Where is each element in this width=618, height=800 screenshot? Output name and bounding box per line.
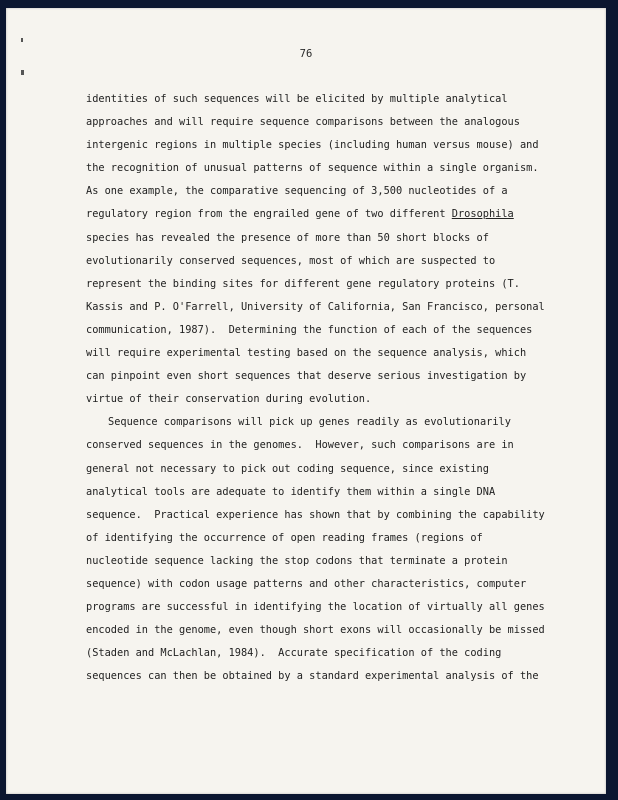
text-line: can pinpoint even short sequences that deserve serious investigation by [86, 370, 527, 383]
text-line [86, 203, 586, 226]
margin-mark [21, 38, 23, 42]
text-line: encoded in the genome, even though short exons will occasionally be missed [86, 624, 545, 637]
text-line: Kassis and P. O'Farrell, University of California, San Francisco, personal [86, 300, 545, 313]
text-line: the recognition of unusual patterns of sequence within a single organism. [86, 162, 539, 175]
text-line: communication, 1987). Determining the function of each of the sequences [86, 323, 533, 336]
text-line: analytical tools are adequate to identify them within a single DNA [86, 485, 496, 498]
text-line: identities of such sequences will be elicited by multiple analytical [86, 93, 508, 105]
text-line: species has revealed the presence of more than 50 short blocks of [86, 231, 489, 244]
page-number: 76 [299, 48, 313, 60]
text-line: intergenic regions in multiple species (including human versus mouse) and [86, 139, 539, 152]
text-line: sequences can then be obtained by a standard experimental analysis of the [86, 670, 539, 683]
text-line: virtue of their conservation during evolution. [86, 393, 372, 406]
text-line: evolutionarily conserved sequences, most of which are suspected to [86, 254, 496, 267]
margin-mark [21, 70, 24, 75]
paragraph-2 [86, 411, 586, 688]
text-line: approaches and will require sequence comparisons between the analogous [86, 116, 520, 129]
text-line: represent the binding sites for different gene regulatory proteins (T. [86, 277, 520, 290]
text-line: sequence. Practical experience has shown that by combining the capability [86, 508, 545, 521]
text-line-prefix: regulatory region from the engrailed gene of two different [86, 208, 452, 221]
text-line: Sequence comparisons will pick up genes readily as evolutionarily [108, 416, 511, 429]
paragraph-1 [86, 88, 586, 411]
text-line: will require experimental testing based on the sequence analysis, which [86, 347, 527, 360]
text-line: sequence) with codon usage patterns and other characteristics, computer [86, 577, 527, 590]
text-line: (Staden and McLachlan, 1984). Accurate specification of the coding [86, 647, 502, 660]
underlined-species-name: Drosophila [451, 208, 514, 221]
document-page [6, 8, 606, 794]
text-line: nucleotide sequence lacking the stop codons that terminate a protein [86, 554, 508, 567]
text-line: As one example, the comparative sequencing of 3,500 nucleotides of a [86, 185, 508, 198]
text-line: programs are successful in identifying the location of virtually all genes [86, 601, 545, 614]
text-line: general not necessary to pick out coding sequence, since existing [86, 462, 489, 475]
text-line: of identifying the occurrence of open reading frames (regions of [86, 531, 483, 544]
text-line: conserved sequences in the genomes. However, such comparisons are in [86, 439, 514, 452]
body-text [86, 88, 586, 688]
